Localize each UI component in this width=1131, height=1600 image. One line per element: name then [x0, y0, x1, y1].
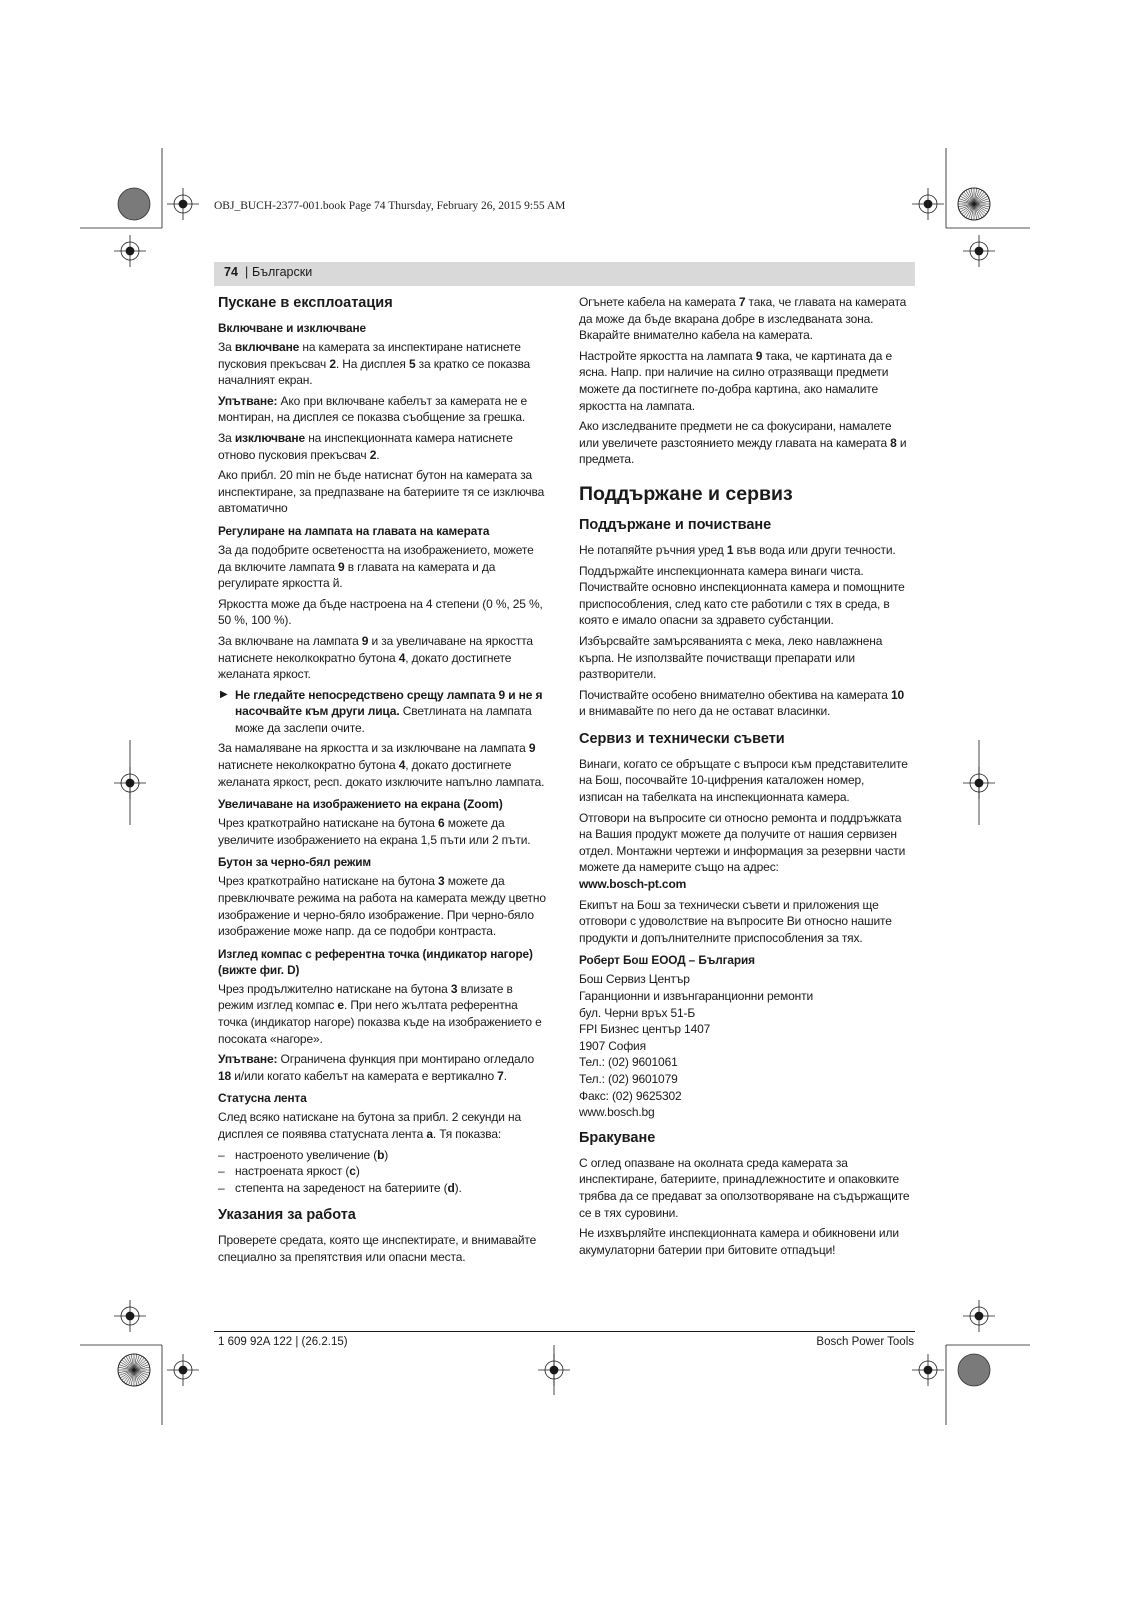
left-heading: Пускане в експлоатация — [218, 295, 393, 311]
left-heading: Статусна лента — [218, 1091, 307, 1106]
right-paragraph: Не изхвърляйте инспекционната камера и обикновени или акумулаторни батерии при битовите отпадъци! — [579, 1226, 899, 1257]
left-paragraph: Чрез продължително натискане на бутона 3 влизате в режим изглед компас e. При него жълтата референтна точка (индикатор нагоре) показва къде на изображението е посоката «нагоре». — [218, 981, 542, 1046]
warning-arrow-icon: ▶ — [220, 688, 228, 700]
right-paragraph: Ако изследваните предмети не са фокусирани, намалете или увеличете разстоянието между главата на камерата 8 и предмета. — [579, 419, 907, 467]
starburst-mark-icon — [958, 188, 990, 220]
book-file-header: OBJ_BUCH-2377-001.book Page 74 Thursday, February 26, 2015 9:55 AM — [214, 200, 566, 212]
starburst-mark-icon — [118, 1354, 150, 1386]
left-paragraph: За включване на камерата за инспектиране натиснете пусковия прекъсвач 2. На дисплея 5 за кратко се показва началният екран. — [218, 340, 531, 388]
right-paragraph: Не потапяйте ръчния уред 1 във вода или други течности. — [579, 542, 896, 557]
right-heading: Поддържане и почистване — [579, 516, 772, 533]
list-item: – настроената яркост (c) — [218, 1164, 360, 1179]
address-line: Гаранционни и извънгаранционни ремонти — [579, 989, 814, 1003]
footer-rule — [214, 1331, 915, 1332]
page-number: 74 — [224, 265, 238, 279]
crosshair-mark-icon — [963, 1300, 995, 1332]
left-paragraph: Ако прибл. 20 min не бъде натиснат бутон на камерата за инспектиране, за предпазване на батериите тя се изключва автоматично — [218, 468, 545, 516]
list-item: – степента на зареденост на батериите (d). — [218, 1180, 462, 1195]
crosshair-mark-icon — [912, 188, 944, 220]
address-line: бул. Черни връх 51-Б — [579, 1005, 696, 1020]
left-paragraph: Проверете средата, която ще инспектирате, и внимавайте специално за препятствия или опасни места. — [218, 1233, 537, 1264]
right-service-address — [579, 971, 910, 1120]
crosshair-mark-icon — [912, 1354, 944, 1386]
address-line: Бош Сервиз Център — [579, 972, 690, 987]
right-heading: Сервиз и технически съвети — [579, 730, 785, 747]
left-paragraph: За намаляване на яркостта и за изключване на лампата 9 натиснете неколкократно бутона 4, докато достигнете желаната яркост, респ. докато изключите напълно лампата. — [218, 741, 545, 789]
solid-registration-icon — [118, 188, 150, 220]
address-line: Тел.: (02) 9601079 — [579, 1071, 678, 1086]
left-safety-warning: ▶ Не гледайте непосредствено срещу лампата 9 и не я насочвайте към други лица. Светлината на лампата може да заслепи очите. — [220, 687, 543, 735]
right-paragraph: Огънете кабела на камерата 7 така, че главата на камерата да може да бъде вкарана добре в изследваната зона. Вкарайте внимателно кабела на камерата. — [579, 295, 907, 343]
left-paragraph: За да подобрите осветеността на изображението, можете да включите лампата 9 в главата на камерата и да регулирате яркостта й. — [218, 542, 534, 591]
left-paragraph: За изключване на инспекционната камера натиснете отново пусковия прекъсвач 2. — [218, 430, 513, 462]
left-heading: Регулиране на лампата на главата на камерата — [218, 523, 490, 538]
left-paragraph: Упътване: Ако при включване кабелът за камерата не е монтиран, на дисплея се показва съобщение за грешка. — [218, 393, 528, 425]
left-column — [218, 294, 549, 1270]
right-paragraph: Екипът на Бош за технически съвети и приложения ще отговори с удоволствие на въпросите Ви относно нашите продукти и допълнителните приспособления за тях. — [579, 897, 892, 945]
left-paragraph: Яркостта може да бъде настроена на 4 степени (0 %, 25 %, 50 %, 100 %). — [218, 596, 543, 628]
address-line: 1907 София — [579, 1038, 646, 1053]
right-column — [579, 294, 910, 1262]
crosshair-mark-icon — [167, 188, 199, 220]
solid-registration-icon — [958, 1354, 990, 1386]
left-paragraph: За включване на лампата 9 и за увеличаване на яркостта натиснете неколкократно бутона 4, докато достигнете желаната яркост. — [218, 633, 533, 682]
right-paragraph: Отговори на въпросите си относно ремонта и поддръжката на Вашия продукт можете да получите от нашия сервизен отдел. Монтажни чертежи и информация за резервни части можете да намерите също на адрес: www.bosch-pt.com — [579, 810, 906, 892]
left-paragraph: Чрез краткотрайно натискане на бутона 3 можете да превключвате режима на работа на камерата между цветно изображение и черно-бяло изображение. При черно-бяло изображение може напр. да се подобри контраста. — [218, 874, 546, 939]
left-heading: Изглед компас с референтна точка (индикатор нагоре) (вижте фиг. D) — [218, 946, 533, 977]
right-heading: Бракуване — [579, 1129, 656, 1146]
header-separator: | — [245, 265, 249, 279]
right-paragraph: Настройте яркостта на лампата 9 така, че картината да е ясна. Напр. при наличие на силно отразяващи предмети можете да постигнете по-добра картина, ако намалите яркостта на лампата. — [579, 348, 893, 413]
address-line: www.bosch.bg — [579, 1105, 655, 1120]
list-item: – настроеното увеличение (b) — [218, 1147, 389, 1162]
website-link: www.bosch-pt.com — [579, 877, 687, 892]
address-line: Факс: (02) 9625302 — [579, 1088, 682, 1103]
right-heading: Роберт Бош ЕООД – България — [579, 953, 755, 968]
right-heading: Поддържане и сервиз — [579, 482, 793, 505]
page-header-bar — [214, 262, 915, 286]
address-line: FPI Бизнес център 1407 — [579, 1022, 711, 1037]
left-paragraph: Упътване: Ограничена функция при монтирано огледало 18 и/или когато кабелът на камерата е вертикално 7. — [218, 1052, 534, 1083]
left-heading: Включване и изключване — [218, 321, 366, 335]
right-paragraph: С оглед опазване на околната среда камерата за инспектиране, батериите, принадлежностите и опаковките трябва да се предават за оползотворяване на съдържащите се в тях суровини. — [579, 1155, 910, 1220]
left-paragraph: Чрез краткотрайно натискане на бутона 6 можете да увеличите изображението на екрана 1,5 пъти или 2 пъти. — [218, 816, 531, 847]
left-list — [218, 1147, 549, 1197]
left-heading: Указания за работа — [218, 1207, 356, 1224]
crosshair-mark-icon — [963, 235, 995, 267]
crosshair-mark-icon — [114, 235, 146, 267]
crosshair-mark-icon — [167, 1354, 199, 1386]
address-line: Тел.: (02) 9601061 — [579, 1055, 678, 1070]
right-paragraph: Избърсвайте замърсяванията с мека, леко навлажнена кърпа. Не използвайте почистващи препарати или разтворители. — [579, 633, 883, 682]
crosshair-mark-icon — [114, 1300, 146, 1332]
header-language: Български — [252, 265, 313, 279]
footer-brand: Bosch Power Tools — [816, 1336, 914, 1348]
footer-doc-number: 1 609 92A 122 | (26.2.15) — [218, 1336, 348, 1348]
left-heading: Бутон за черно-бял режим — [218, 855, 372, 870]
right-paragraph: Поддържайте инспекционната камера винаги чиста. Почиствайте основно инспекционната камера и помощните приспособления, след като сте работили с тях в среда, в която е имало опасни за здравето субстанции. — [579, 563, 905, 628]
right-paragraph: Почиствайте особено внимателно обектива на камерата 10 и внимавайте по него да не остават власинки. — [579, 687, 905, 719]
right-paragraph: Винаги, когато се обръщате с въпроси към представителите на Бош, посочвайте 10-цифрения каталожен номер, изписан на табелката на инспекционната камера. — [579, 756, 908, 805]
left-heading: Увеличаване на изображението на екрана (Zoom) — [218, 797, 503, 812]
left-paragraph: След всяко натискане на бутона за прибл. 2 секунди на дисплея се появява статусната лента a. Тя показва: — [218, 1110, 521, 1141]
